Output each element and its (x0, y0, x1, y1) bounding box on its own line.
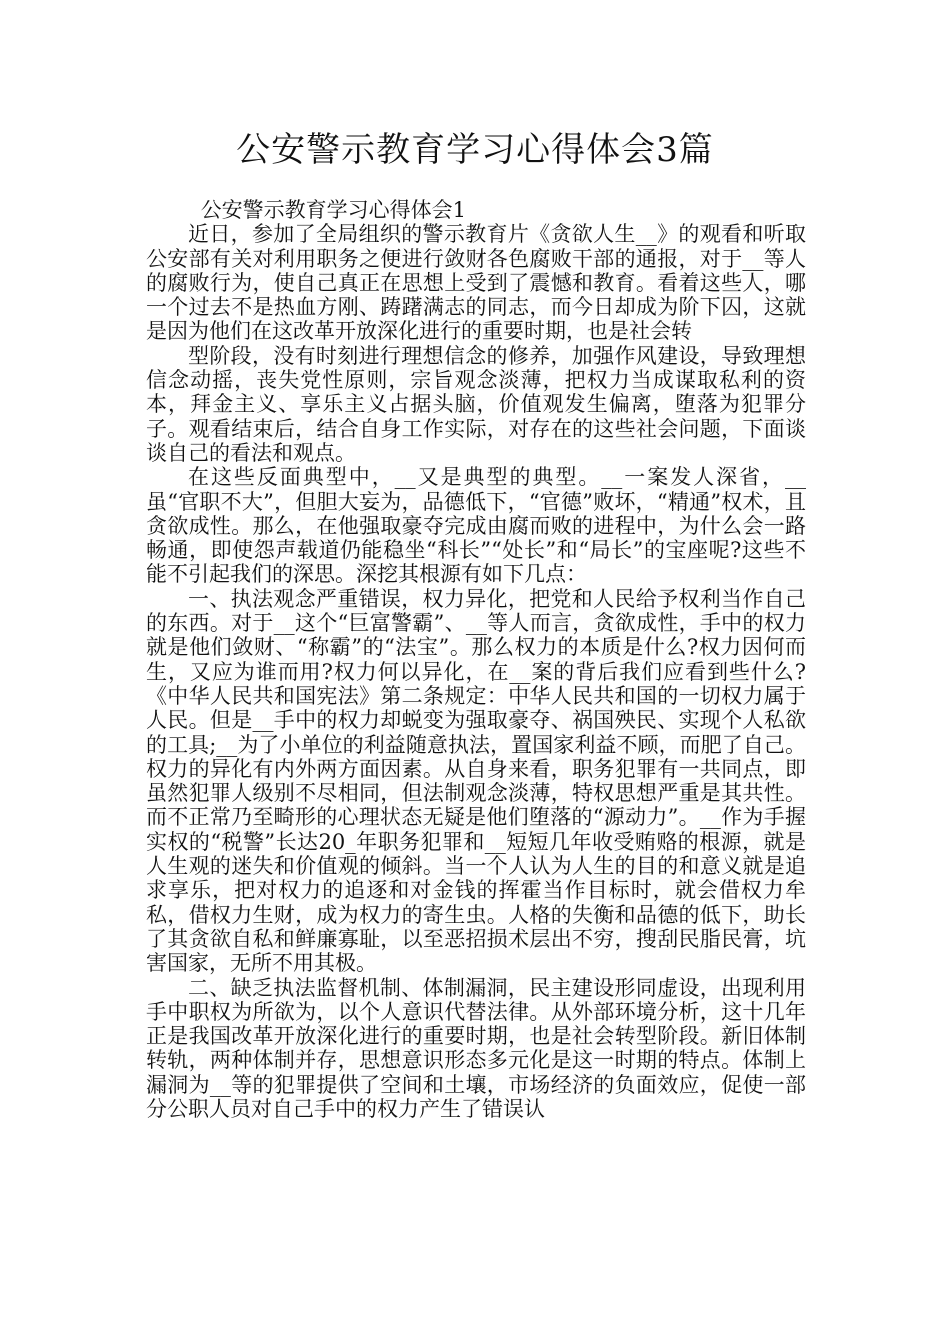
paragraph-3: 在这些反面典型中，__又是典型的典型。__一案发人深省，__虽“官职不大”，但胆大妄为，品德低下，“官德”败坏，“精通”权术，且贪欲成性。那么，在他强取豪夺完成由腐而败的进程中，为什么会一路畅通，即使怨声载道仍能稳坐“科长”“处长”和“局长”的宝座呢?这些不能不引起我们的深思。深挖其根源有如下几点： (146, 465, 806, 587)
paragraph-1: 近日，参加了全局组织的警示教育片《贪欲人生__》的观看和听取公安部有关对利用职务之便进行敛财各色腐败干部的通报，对于__等人的腐败行为，使自己真正在思想上受到了震憾和教育。看着这些人，哪一个过去不是热血方刚、踌躇满志的同志，而今日却成为阶下囚，这就是因为他们在这改革开放深化进行的重要时期，也是社会转 (146, 222, 806, 344)
paragraph-2: 型阶段，没有时刻进行理想信念的修养，加强作风建设，导致理想信念动摇，丧失党性原则，宗旨观念淡薄，把权力当成谋取私利的资本，拜金主义、享乐主义占据头脑，价值观发生偏离，堕落为犯罪分子。观看结束后，结合自身工作实际，对存在的这些社会问题，下面谈谈自己的看法和观点。 (146, 343, 806, 465)
section-heading: 公安警示教育学习心得体会1 (200, 198, 466, 222)
paragraph-5: 二、缺乏执法监督机制、体制漏洞，民主建设形同虚设，出现利用手中职权为所欲为，以个人意识代替法律。从外部环境分析，这十几年正是我国改革开放深化进行的重要时期，也是社会转型阶段。新旧体制转轨，两种体制并存，思想意识形态多元化是这一时期的特点。体制上漏洞为__等的犯罪提供了空间和土壤，市场经济的负面效应，促使一部分公职人员对自己手中的权力产生了错误认 (146, 975, 806, 1121)
document-body (146, 198, 806, 1121)
document-title: 公安警示教育学习心得体会3篇 (236, 130, 714, 170)
paragraph-4: 一、执法观念严重错误，权力异化，把党和人民给予权利当作自己的东西。对于__这个“巨富警霸”、__等人而言，贪欲成性，手中的权力就是他们敛财、“称霸”的“法宝”。那么权力的本质是什么?权力因何而生，又应为谁而用?权力何以异化，在__案的背后我们应看到些什么?《中华人民共和国宪法》第二条规定：中华人民共和国的一切权力属于人民。但是__手中的权力却蜕变为强取豪夺、祸国殃民、实现个人私欲的工具;__为了小单位的利益随意执法，置国家利益不顾，而肥了自己。权力的异化有内外两方面因素。从自身来看，职务犯罪有一共同点，即虽然犯罪人级别不尽相同，但法制观念淡薄，特权思想严重是其共性。而不正常乃至畸形的心理状态无疑是他们堕落的“源动力”。__作为手握实权的“税警”长达20_年职务犯罪和__短短几年收受贿赂的根源，就是人生观的迷失和价值观的倾斜。当一个人认为人生的目的和意义就是追求享乐，把对权力的追逐和对金钱的挥霍当作目标时，就会借权力牟私，借权力生财，成为权力的寄生虫。人格的失衡和品德的低下，助长了其贪欲自私和鲜廉寡耻，以至恶招损术层出不穷，搜刮民脂民膏，坑害国家，无所不用其极。 (146, 586, 806, 976)
